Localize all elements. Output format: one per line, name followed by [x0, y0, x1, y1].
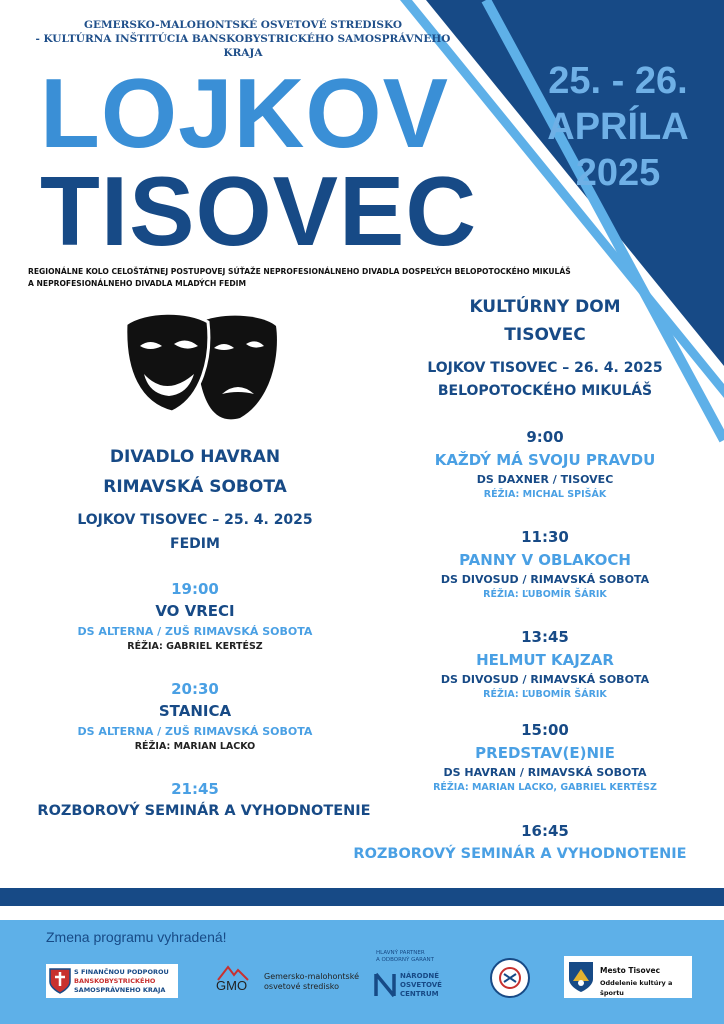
date-line3: 2025	[575, 152, 661, 194]
theatre-emblem-logo	[490, 958, 530, 998]
date-line2: APRÍLA	[547, 106, 689, 148]
right-item-director: RÉŽIA: ĽUBOMÍR ŠÁRIK	[483, 589, 607, 600]
title-line2: TISOVEC	[40, 156, 478, 266]
left-item-title: STANICA	[158, 702, 232, 720]
left-item-director: RÉŽIA: MARIAN LACKO	[134, 741, 256, 752]
left-item-group: DS ALTERNA / ZUŠ RIMAVSKÁ SOBOTA	[77, 625, 313, 638]
left-festival: LOJKOV TISOVEC – 25. 4. 2025	[77, 512, 313, 528]
right-closing-time: 16:45	[521, 822, 569, 840]
subtitle	[28, 266, 628, 290]
left-item-group: DS ALTERNA / ZUŠ RIMAVSKÁ SOBOTA	[77, 725, 313, 738]
gmo-line1: Gemersko-malohontské	[264, 972, 359, 981]
subtitle-line1: REGIONÁLNE KOLO CELOŠTÁTNEJ POSTUPOVEJ SÚŤAŽE NEPROFESIONÁLNEHO DIVADLA DOSPELÝCH BELOPOTOCKÉHO MIKULÁŠ	[28, 267, 571, 276]
organizer-line2: - KULTÚRNA INŠTITÚCIA BANSKOBYSTRICKÉHO SAMOSPRÁVNEHO KRAJA	[35, 33, 451, 59]
left-venue-line1: DIVADLO HAVRAN	[109, 447, 281, 467]
bbsk-logo	[46, 964, 178, 998]
tisovec-line1: Mesto Tisovec	[600, 966, 661, 975]
left-item-director: RÉŽIA: GABRIEL KERTÉSZ	[127, 641, 263, 652]
noc-line2: OSVETOVÉ	[400, 981, 442, 989]
right-item-title: KAŽDÝ MÁ SVOJU PRAVDU	[434, 451, 656, 469]
right-item-group: DS DAXNER / TISOVEC	[476, 473, 614, 486]
noc-caption1: HLAVNÝ PARTNER	[376, 950, 425, 956]
noc-caption2: A ODBORNÝ GARANT	[376, 957, 434, 963]
noc-caption	[376, 950, 434, 964]
left-item-title: VO VRECI	[155, 602, 235, 620]
noc-line1: NÁRODNÉ	[400, 972, 440, 980]
emblem-icon	[498, 966, 522, 990]
left-closing-title: ROZBOROVÝ SEMINÁR A VYHODNOTENIE	[37, 803, 371, 819]
noc-line3: CENTRUM	[400, 990, 439, 998]
right-venue-line1: KULTÚRNY DOM	[469, 297, 621, 317]
left-category: FEDIM	[170, 536, 220, 552]
right-closing-title: ROZBOROVÝ SEMINÁR A VYHODNOTENIE	[353, 846, 687, 862]
left-venue-line2: RIMAVSKÁ SOBOTA	[103, 477, 287, 497]
right-item-time: 13:45	[521, 628, 569, 646]
right-item-director: RÉŽIA: ĽUBOMÍR ŠÁRIK	[483, 689, 607, 700]
right-item-director: RÉŽIA: MARIAN LACKO, GABRIEL KERTÉSZ	[433, 782, 657, 793]
gmo-mark: GMO	[216, 978, 248, 993]
right-item-time: 11:30	[521, 528, 569, 546]
right-item-title: HELMUT KAJZAR	[476, 651, 614, 669]
left-item-time: 20:30	[171, 680, 219, 698]
right-item-group: DS DIVOSUD / RIMAVSKÁ SOBOTA	[440, 573, 650, 586]
right-item-title: PANNY V OBLAKOCH	[459, 551, 631, 569]
noc-logo-icon	[374, 972, 396, 998]
right-item-group: DS HAVRAN / RIMAVSKÁ SOBOTA	[443, 766, 647, 779]
right-item-title: PREDSTAV(E)NIE	[475, 744, 615, 762]
left-closing-time: 21:45	[171, 780, 219, 798]
date-line1: 25. - 26.	[548, 60, 688, 102]
coat-of-arms-icon	[49, 968, 71, 994]
gmo-line2: osvetové stredisko	[264, 982, 339, 991]
right-item-group: DS DIVOSUD / RIMAVSKÁ SOBOTA	[440, 673, 650, 686]
tisovec-line2: Oddelenie kultúry a športu	[600, 979, 673, 997]
tisovec-coat-of-arms-icon	[568, 961, 594, 993]
right-item-time: 15:00	[521, 721, 569, 739]
subtitle-line2: A NEPROFESIONÁLNEHO DIVADLA MLADÝCH FEDIM	[28, 279, 247, 288]
program-notice: Zmena programu vyhradená!	[46, 929, 227, 945]
organizer	[28, 18, 458, 60]
right-category: BELOPOTOCKÉHO MIKULÁŠ	[437, 383, 653, 399]
bbsk-line1: S FINANČNOU PODPOROU	[74, 968, 169, 976]
bbsk-line3: SAMOSPRÁVNEHO KRAJA	[74, 986, 166, 994]
organizer-line1: GEMERSKO-MALOHONTSKÉ OSVETOVÉ STREDISKO	[84, 19, 402, 31]
noc-text	[400, 972, 442, 999]
right-festival: LOJKOV TISOVEC – 26. 4. 2025	[427, 360, 663, 376]
tisovec-logo	[564, 956, 692, 998]
footer-stripe	[0, 888, 724, 906]
title-line1: LOJKOV	[40, 58, 449, 168]
gmo-text	[264, 972, 359, 992]
left-item-time: 19:00	[171, 580, 219, 598]
bbsk-line2: BANSKOBYSTRICKÉHO	[74, 977, 156, 985]
right-item-time: 9:00	[526, 428, 564, 446]
right-venue-line2: TISOVEC	[504, 325, 586, 345]
theatre-masks-icon	[122, 308, 282, 424]
right-item-director: RÉŽIA: MICHAL SPIŠÁK	[483, 489, 607, 500]
